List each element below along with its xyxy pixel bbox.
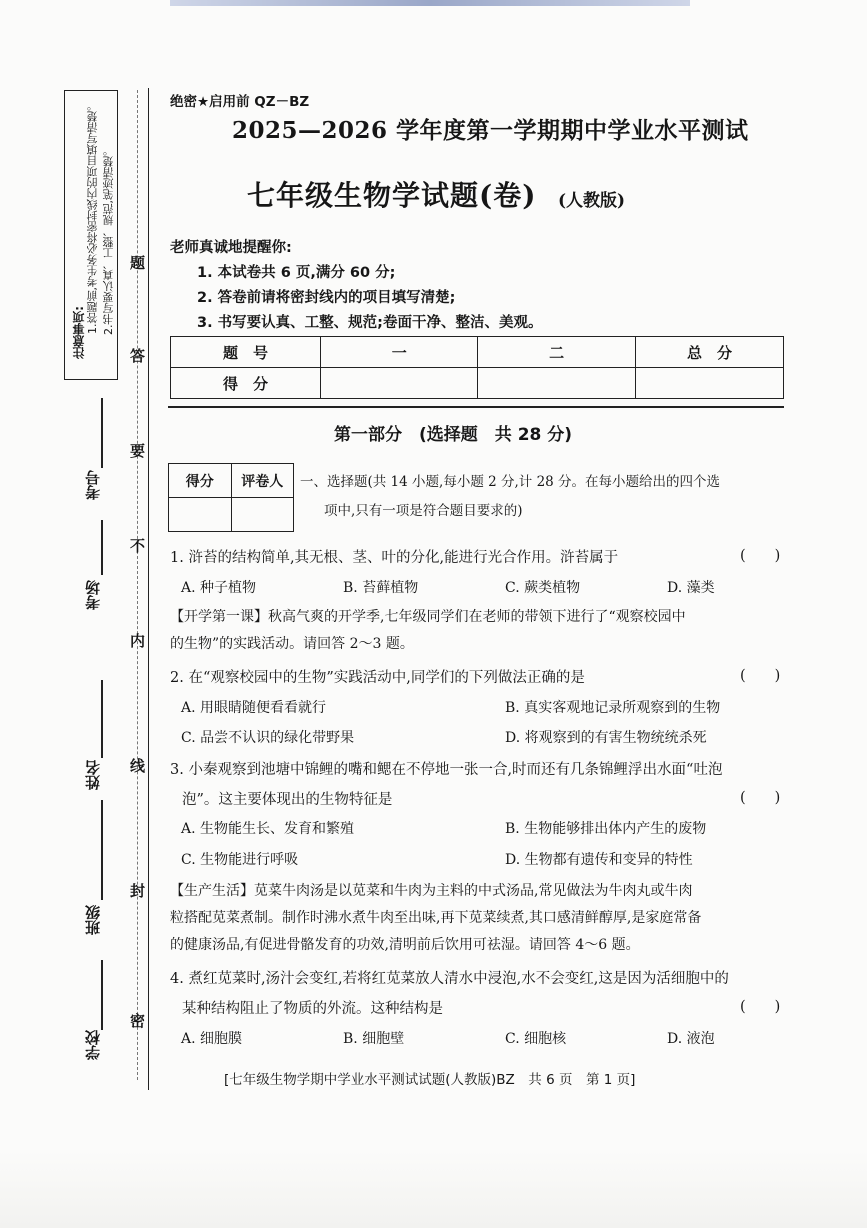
exam-title: 2025—2026 学年度第一学期期中学业水平测试 — [232, 117, 749, 144]
grader-score-cell[interactable] — [169, 498, 232, 532]
score-table-score-row — [171, 368, 784, 399]
field-room-label: 考场 — [84, 580, 102, 610]
grader-score-header: 得分 — [169, 464, 232, 498]
notes-line-2: 2.书写要认真、工整、规范,笔迹清楚。 — [102, 145, 115, 335]
q4-option-c[interactable]: C. 细胞核 — [505, 1031, 567, 1047]
secret-label: 绝密★启用前 QZ－BZ — [170, 94, 310, 110]
page-footer: [七年级生物学期中学业水平测试试题(人教版)BZ 共 6 页 第 1 页] — [224, 1072, 636, 1088]
scan-edge — [170, 0, 690, 6]
reminder-heading: 老师真诚地提醒你: — [170, 240, 292, 256]
q2-option-a[interactable]: A. 用眼睛随便看看就行 — [181, 700, 327, 716]
reminder-rule-1: 1. 本试卷共 6 页,满分 60 分; — [197, 265, 396, 281]
q3-option-b[interactable]: B. 生物能够排出体内产生的废物 — [505, 821, 707, 837]
q2-option-d[interactable]: D. 将观察到的有害生物统统杀死 — [505, 730, 707, 746]
q4-option-b[interactable]: B. 细胞壁 — [343, 1031, 405, 1047]
q1-option-d[interactable]: D. 藻类 — [667, 580, 715, 596]
seal-char-7: 答 — [130, 347, 146, 365]
notes-line-1: 1.答题前,考生务必将密封线内的项目填写清楚。 — [86, 100, 99, 334]
q1-option-b[interactable]: B. 苔藓植物 — [343, 580, 419, 596]
score-cell-part2[interactable] — [478, 368, 635, 399]
score-table-header-row — [171, 337, 784, 368]
seal-char-1: 密 — [130, 1012, 146, 1030]
score-col-part1: 一 — [321, 337, 478, 368]
seal-char-6: 要 — [130, 442, 146, 460]
score-table — [170, 336, 784, 399]
q1-stem: 1. 浒苔的结构简单,其无根、茎、叶的分化,能进行光合作用。浒苔属于 — [170, 550, 619, 566]
score-col-label: 题 号 — [171, 337, 321, 368]
grader-table — [168, 463, 294, 532]
context-2-line-2: 粒搭配苋菜煮制。制作时沸水煮牛肉至出味,再下苋菜续煮,其口感清鲜醇厚,是家庭常备 — [170, 910, 702, 926]
seal-char-8: 题 — [130, 254, 146, 272]
score-col-total: 总 分 — [635, 337, 783, 368]
scan-shadow — [0, 1150, 867, 1228]
seal-char-4: 内 — [130, 632, 146, 650]
q4-stem-line-1: 4. 煮红苋菜时,汤汁会变红,若将红苋菜放人清水中浸泡,水不会变红,这是因为活细胞中的 — [170, 971, 729, 987]
score-row-label: 得 分 — [171, 368, 321, 399]
field-number-label: 考号 — [84, 470, 102, 500]
q3-stem-line-2: 泡”。这主要体现出的生物特征是 — [182, 792, 393, 808]
context-2-line-3: 的健康汤品,有促进骨骼发育的功效,清明前后饮用可祛湿。请回答 4～6 题。 — [170, 937, 640, 953]
score-cell-total[interactable] — [635, 368, 783, 399]
field-name-line[interactable] — [101, 680, 103, 758]
section-instructions-line-1: 一、选择题(共 14 小题,每小题 2 分,计 28 分。在每小题给出的四个选 — [300, 474, 721, 490]
field-class-line[interactable] — [101, 800, 103, 900]
grader-reviewer-cell[interactable] — [231, 498, 294, 532]
field-number-line[interactable] — [101, 398, 103, 468]
seal-dashed-line — [137, 90, 139, 1080]
q2-answer-blank[interactable]: ( ) — [740, 668, 781, 684]
exam-subtitle: 七年级生物学试题(卷) — [247, 179, 537, 212]
field-name-label: 姓名 — [84, 760, 102, 790]
context-2-line-1: 【生产生活】苋菜牛肉汤是以苋菜和牛肉为主料的中式汤品,常见做法为牛肉丸或牛肉 — [170, 883, 693, 899]
context-1-line-1: 【开学第一课】秋高气爽的开学季,七年级同学们在老师的带领下进行了“观察校园中 — [170, 609, 686, 625]
seal-char-5: 不 — [130, 537, 146, 555]
seal-char-3: 线 — [130, 757, 146, 775]
score-cell-part1[interactable] — [321, 368, 478, 399]
q4-answer-blank[interactable]: ( ) — [740, 999, 781, 1015]
q2-stem: 2. 在“观察校园中的生物”实践活动中,同学们的下列做法正确的是 — [170, 670, 585, 686]
q3-option-d[interactable]: D. 生物都有遗传和变异的特性 — [505, 852, 693, 868]
q2-option-b[interactable]: B. 真实客观地记录所观察到的生物 — [505, 700, 721, 716]
q3-stem-line-1: 3. 小秦观察到池塘中锦鲤的嘴和鳃在不停地一张一合,时而还有几条锦鲤浮出水面“吐泡 — [170, 762, 723, 778]
q2-option-c[interactable]: C. 品尝不认识的绿化带野果 — [181, 730, 355, 746]
field-school-line[interactable] — [101, 960, 103, 1030]
field-school-label: 学校 — [84, 1030, 102, 1060]
section-instructions-line-2: 项中,只有一项是符合题目要求的) — [324, 503, 523, 519]
q3-option-a[interactable]: A. 生物能生长、发育和繁殖 — [181, 821, 355, 837]
q4-option-a[interactable]: A. 细胞膜 — [181, 1031, 243, 1047]
q3-answer-blank[interactable]: ( ) — [740, 790, 781, 806]
q1-answer-blank[interactable]: ( ) — [740, 548, 781, 564]
part-divider — [168, 406, 784, 408]
q1-option-a[interactable]: A. 种子植物 — [181, 580, 257, 596]
grader-reviewer-header: 评卷人 — [231, 464, 294, 498]
reminder-rule-2: 2. 答卷前请将密封线内的项目填写清楚; — [197, 290, 456, 306]
reminder-rule-3: 3. 书写要认真、工整、规范;卷面干净、整洁、美观。 — [197, 315, 543, 331]
field-class-label: 班级 — [84, 905, 102, 935]
exam-edition: (人教版) — [558, 191, 626, 211]
q4-option-d[interactable]: D. 液泡 — [667, 1031, 715, 1047]
q3-option-c[interactable]: C. 生物能进行呼吸 — [181, 852, 299, 868]
part1-title: 第一部分 (选择题 共 28 分) — [334, 425, 573, 445]
q4-stem-line-2: 某种结构阻止了物质的外流。这种结构是 — [182, 1001, 443, 1017]
notes-title: 注意事项: — [72, 306, 86, 359]
seal-char-2: 封 — [130, 882, 146, 900]
field-room-line[interactable] — [101, 520, 103, 575]
q1-option-c[interactable]: C. 蕨类植物 — [505, 580, 581, 596]
score-col-part2: 二 — [478, 337, 635, 368]
context-1-line-2: 的生物”的实践活动。请回答 2～3 题。 — [170, 636, 414, 652]
